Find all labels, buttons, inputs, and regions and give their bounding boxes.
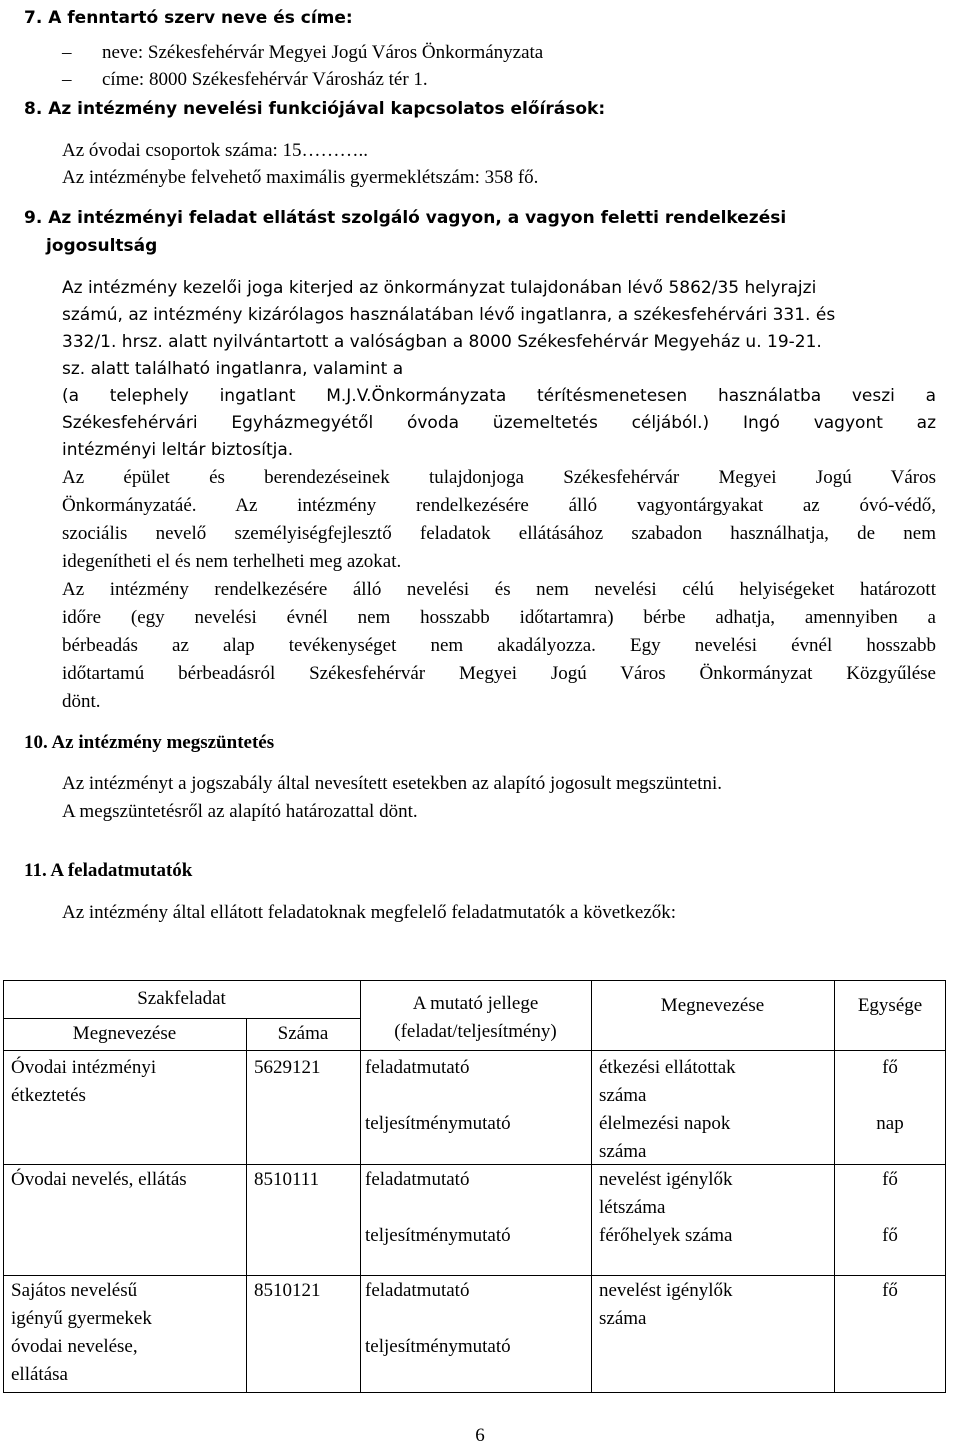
- col-line-name-code: [246, 1018, 247, 1393]
- s9-p4-line3: bérbeadás az alap tevékenységet nem akadályozza. Egy nevelési évnél hosszabb: [62, 635, 936, 656]
- r3-name-line3: óvodai nevelése,: [11, 1336, 138, 1357]
- s9-p1-line2: számú, az intézmény kizárólagos használatában lévő ingatlanra, a székesfehérvári 331. és: [62, 305, 836, 325]
- th-megnevezes: Megnevezése: [660, 995, 765, 1016]
- s9-p4-line5: dönt.: [62, 691, 101, 712]
- section-8-heading: 8. Az intézmény nevelési funkciójával kapcsolatos előírások:: [24, 99, 606, 119]
- th-megnevezese: Megnevezése: [72, 1023, 177, 1044]
- r2-unit-2: fő: [882, 1225, 898, 1246]
- section-7-heading: 7. A fenntartó szerv neve és címe:: [24, 8, 353, 28]
- s9-p1-line3: 332/1. hrsz. alatt nyilvántartott a valóságban a 8000 Székesfehérvár Megyeház u. 19-21.: [62, 332, 822, 352]
- s9-p3-line4: idegenítheti el és nem terhelheti meg azokat.: [62, 551, 402, 572]
- s7-item-name: – neve: Székesfehérvár Megyei Jogú Város Önkormányzata: [62, 42, 544, 63]
- r2-type-2: teljesítménymutató: [365, 1225, 511, 1246]
- s9-p2-line2: Székesfehérvári Egyházmegyétől óvoda üzemeltetés céljából.) Ingó vagyont az: [62, 413, 936, 433]
- row-line-header: [3, 1050, 946, 1051]
- s7-item-address: – címe: 8000 Székesfehérvár Városház tér 1.: [62, 69, 428, 90]
- s9-p3-line2: Önkormányzatáé. Az intézmény rendelkezésére álló vagyontárgyakat az óvó-védő,: [62, 495, 936, 516]
- th-szama: Száma: [277, 1023, 329, 1044]
- r1-desc-1a: étkezési ellátottak: [599, 1057, 736, 1078]
- r2-code: 8510111: [254, 1169, 320, 1190]
- r1-unit-2: nap: [876, 1113, 904, 1134]
- th-mutato-line1: A mutató jellege: [412, 993, 539, 1014]
- table-border-top: [3, 980, 946, 981]
- r3-desc-1b: száma: [599, 1308, 647, 1329]
- r3-desc-1a: nevelést igénylők: [599, 1280, 733, 1301]
- r2-name-line1: Óvodai nevelés, ellátás: [11, 1169, 187, 1190]
- col-line-type-desc: [591, 980, 592, 1393]
- th-szakfeladat: Szakfeladat: [137, 988, 226, 1009]
- r3-type-2: teljesítménymutató: [365, 1336, 511, 1357]
- s9-p4-line2: időre (egy nevelési évnél nem hosszabb időtartamra) bérbe adhatja, amennyiben a: [62, 607, 936, 628]
- feladatmutatok-table: [3, 980, 946, 1393]
- r1-code: 5629121: [254, 1057, 321, 1078]
- r3-name-line2: igényű gyermekek: [11, 1308, 152, 1329]
- s10-line1: Az intézményt a jogszabály által nevesített esetekben az alapító jogosult megszüntetni.: [62, 773, 723, 794]
- row-line-1: [3, 1164, 946, 1165]
- section-10-heading: 10. Az intézmény megszüntetés: [24, 732, 275, 753]
- r1-unit-1: fő: [882, 1057, 898, 1078]
- r1-desc-2a: élelmezési napok: [599, 1113, 731, 1134]
- s9-p4-line4: időtartamú bérbeadásról Székesfehérvár Megyei Jogú Város Önkormányzat Közgyűlése: [62, 663, 936, 684]
- th-mutato-line2: (feladat/teljesítmény): [394, 1021, 557, 1042]
- r1-type-1: feladatmutató: [365, 1057, 470, 1078]
- r3-name-line1: Sajátos nevelésű: [11, 1280, 138, 1301]
- r1-name-line1: Óvodai intézményi: [11, 1057, 157, 1078]
- r2-desc-1a: nevelést igénylők: [599, 1169, 733, 1190]
- section-9-heading-line1: 9. Az intézményi feladat ellátást szolgáló vagyon, a vagyon feletti rendelkezési: [24, 208, 787, 228]
- r3-name-line4: ellátása: [11, 1364, 68, 1385]
- r3-type-1: feladatmutató: [365, 1280, 470, 1301]
- r2-type-1: feladatmutató: [365, 1169, 470, 1190]
- row-line-szakfeladat: [3, 1018, 360, 1019]
- s8-capacity-line: Az intézménybe felvehető maximális gyermeklétszám: 358 fő.: [62, 167, 539, 188]
- s9-p3-line3: szociális nevelő személyiségfejlesztő feladatok ellátásához szabadon használhatja, de nem: [62, 523, 936, 544]
- r1-type-2: teljesítménymutató: [365, 1113, 511, 1134]
- r2-desc-2a: férőhelyek száma: [599, 1225, 733, 1246]
- s10-line2: A megszüntetésről az alapító határozattal dönt.: [62, 801, 418, 822]
- r1-name-line2: étkeztetés: [11, 1085, 86, 1106]
- row-line-2: [3, 1275, 946, 1276]
- s9-p1-line4: sz. alatt található ingatlanra, valamint a: [62, 359, 404, 379]
- s9-p1-line1: Az intézmény kezelői joga kiterjed az önkormányzat tulajdonában lévő 5862/35 helyrajzi: [62, 278, 817, 298]
- r1-desc-2b: száma: [599, 1141, 647, 1162]
- s8-groups-line: Az óvodai csoportok száma: 15………..: [62, 140, 369, 161]
- th-egysege: Egysége: [857, 995, 923, 1016]
- r2-desc-1b: létszáma: [599, 1197, 666, 1218]
- s7-item-name-text: neve: Székesfehérvár Megyei Jogú Város Önkormányzata: [102, 42, 544, 63]
- s9-p2-line1: (a telephely ingatlant M.J.V.Önkormányzata térítésmenetesen használatba veszi a: [62, 386, 936, 406]
- r1-desc-1b: száma: [599, 1085, 647, 1106]
- page-number: 6: [475, 1425, 485, 1446]
- s9-p2-line3: intézményi leltár biztosítja.: [62, 440, 294, 460]
- r3-unit-1: fő: [882, 1280, 898, 1301]
- s9-p4-line1: Az intézmény rendelkezésére álló nevelési és nem nevelési célú helyiségeket határozott: [62, 579, 936, 600]
- section-9-heading-line2: jogosultság: [46, 236, 158, 256]
- s9-p3-line1: Az épület és berendezéseinek tulajdonjoga Székesfehérvár Megyei Jogú Város: [62, 467, 936, 488]
- s7-item-address-text: címe: 8000 Székesfehérvár Városház tér 1.: [102, 69, 428, 90]
- s11-intro: Az intézmény által ellátott feladatoknak megfelelő feladatmutatók a következők:: [62, 902, 677, 923]
- r2-unit-1: fő: [882, 1169, 898, 1190]
- table-border-bottom: [3, 1392, 946, 1393]
- section-11-heading: 11. A feladatmutatók: [24, 860, 193, 881]
- r3-code: 8510121: [254, 1280, 321, 1301]
